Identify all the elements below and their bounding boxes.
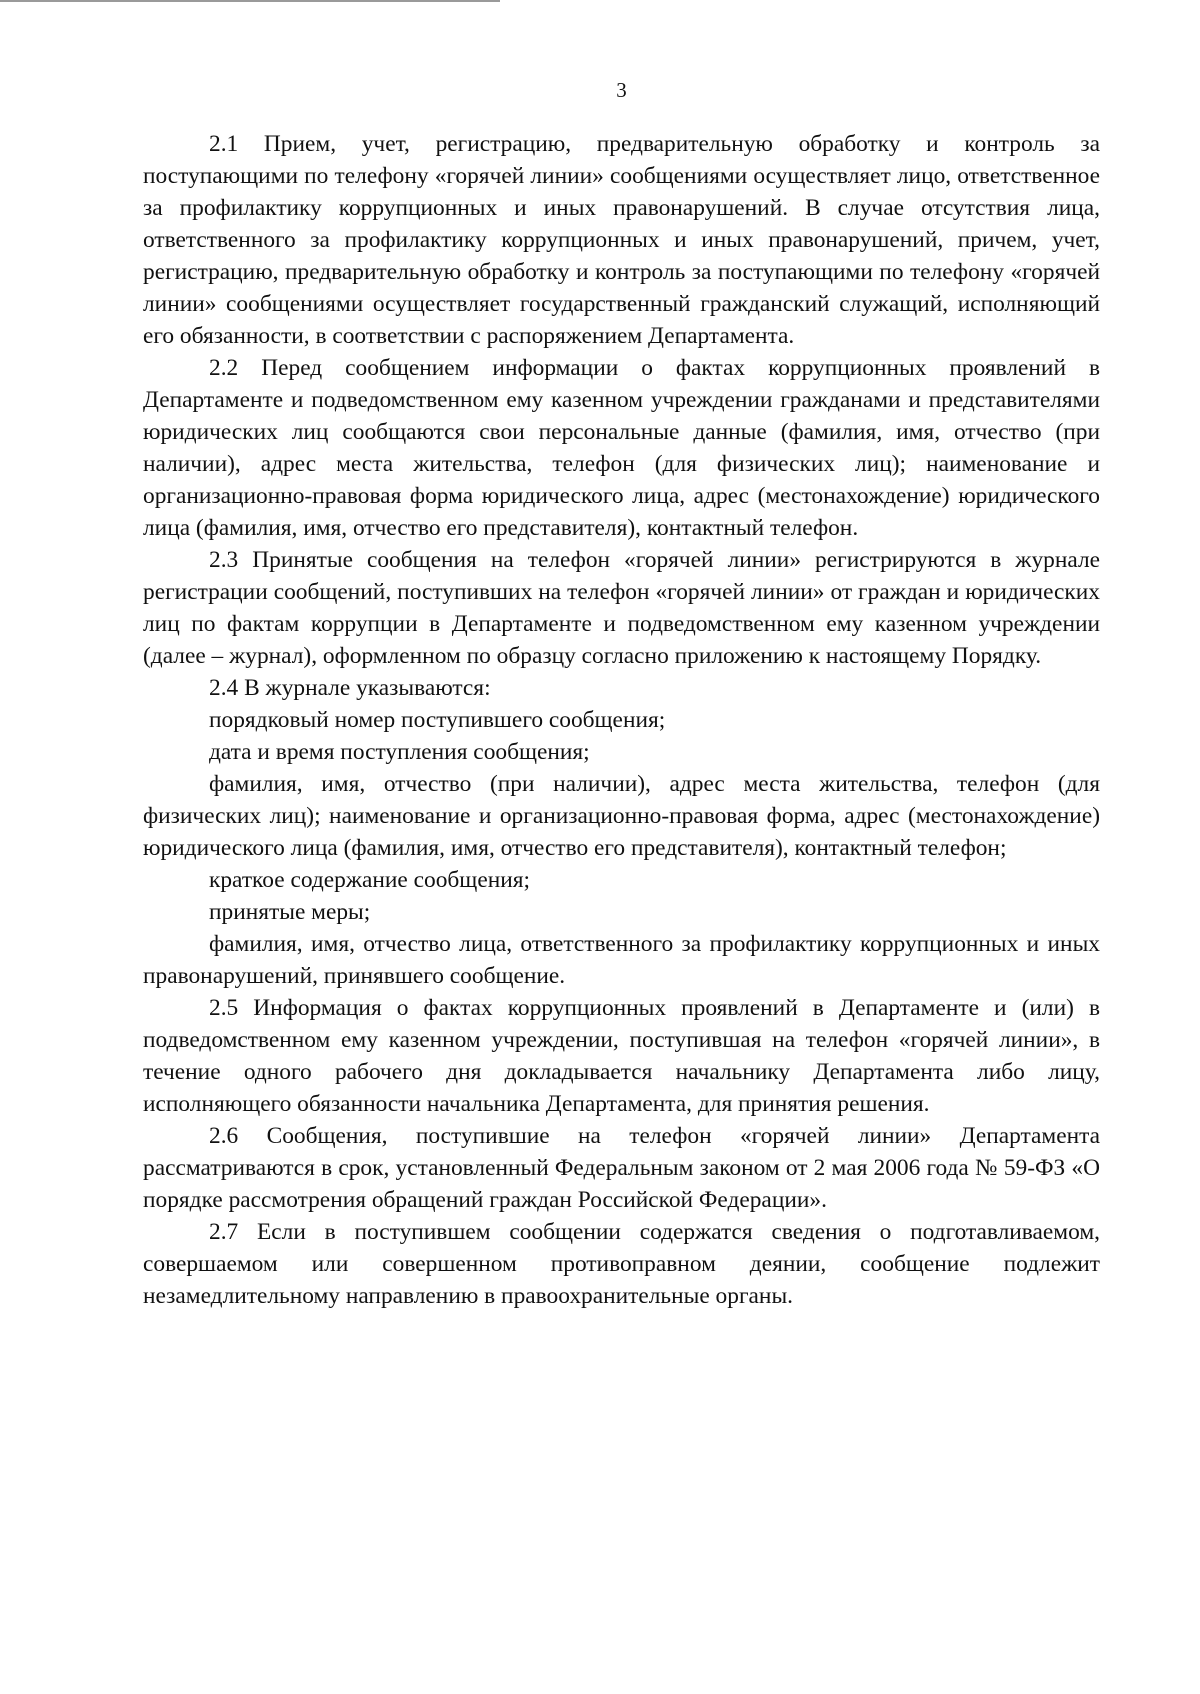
journal-field-datetime: дата и время поступления сообщения; (209, 739, 590, 765)
journal-field-applicant: фамилия, имя, отчество (при наличии), адрес места жительства, телефон (для физических лиц); наименование и организационно-правовая форма, адрес (местонахождение) юридического лица (фамилия, имя, отчество его представителя), контактный телефон; (143, 771, 1100, 861)
journal-field-number: порядковый номер поступившего сообщения; (209, 707, 666, 733)
paragraph-2-2: 2.2 Перед сообщением информации о фактах коррупционных проявлений в Департаменте и подведомственном ему казенном учреждении гражданами и представителями юридических лиц сообщаются свои персональные данные (фамилия, имя, отчество (при наличии), адрес места жительства, телефон (для физических лиц); наименование и организационно-правовая форма юридического лица, адрес (местонахождение) юридического лица (фамилия, имя, отчество его представителя), контактный телефон. (143, 355, 1100, 541)
journal-field-summary: краткое содержание сообщения; (209, 867, 530, 893)
scan-edge-line (0, 0, 500, 2)
document-body (143, 128, 1100, 1312)
paragraph-2-5: 2.5 Информация о фактах коррупционных проявлений в Департаменте и (или) в подведомственном ему казенном учреждении, поступившая на телефон «горячей линии», в течение одного рабочего дня докладывается начальнику Департамента либо лицу, исполняющего обязанности начальника Департамента, для принятия решения. (143, 995, 1100, 1117)
journal-field-receiver: фамилия, имя, отчество лица, ответственного за профилактику коррупционных и иных правонарушений, принявшего сообщение. (143, 931, 1100, 989)
journal-field-measures: принятые меры; (209, 899, 371, 925)
paragraph-2-1: 2.1 Прием, учет, регистрацию, предварительную обработку и контроль за поступающими по телефону «горячей линии» сообщениями осуществляет лицо, ответственное за профилактику коррупционных и иных правонарушений. В случае отсутствия лица, ответственного за профилактику коррупционных и иных правонарушений, причем, учет, регистрацию, предварительную обработку и контроль за поступающими по телефону «горячей линии» сообщениями осуществляет государственный гражданский служащий, исполняющий его обязанности, в соответствии с распоряжением Департамента. (143, 131, 1100, 349)
paragraph-2-4: 2.4 В журнале указываются: (209, 675, 491, 701)
page-number: 3 (616, 78, 627, 102)
paragraph-2-6: 2.6 Сообщения, поступившие на телефон «горячей линии» Департамента рассматриваются в срок, установленный Федеральным законом от 2 мая 2006 года № 59-ФЗ «О порядке рассмотрения обращений граждан Российской Федерации». (143, 1123, 1100, 1213)
paragraph-2-7: 2.7 Если в поступившем сообщении содержатся сведения о подготавливаемом, совершаемом или совершенном противоправном деянии, сообщение подлежит незамедлительному направлению в правоохранительные органы. (143, 1219, 1100, 1309)
paragraph-2-3: 2.3 Принятые сообщения на телефон «горячей линии» регистрируются в журнале регистрации сообщений, поступивших на телефон «горячей линии» от граждан и юридических лиц по фактам коррупции в Департаменте и подведомственном ему казенном учреждении (далее – журнал), оформленном по образцу согласно приложению к настоящему Порядку. (143, 547, 1100, 669)
